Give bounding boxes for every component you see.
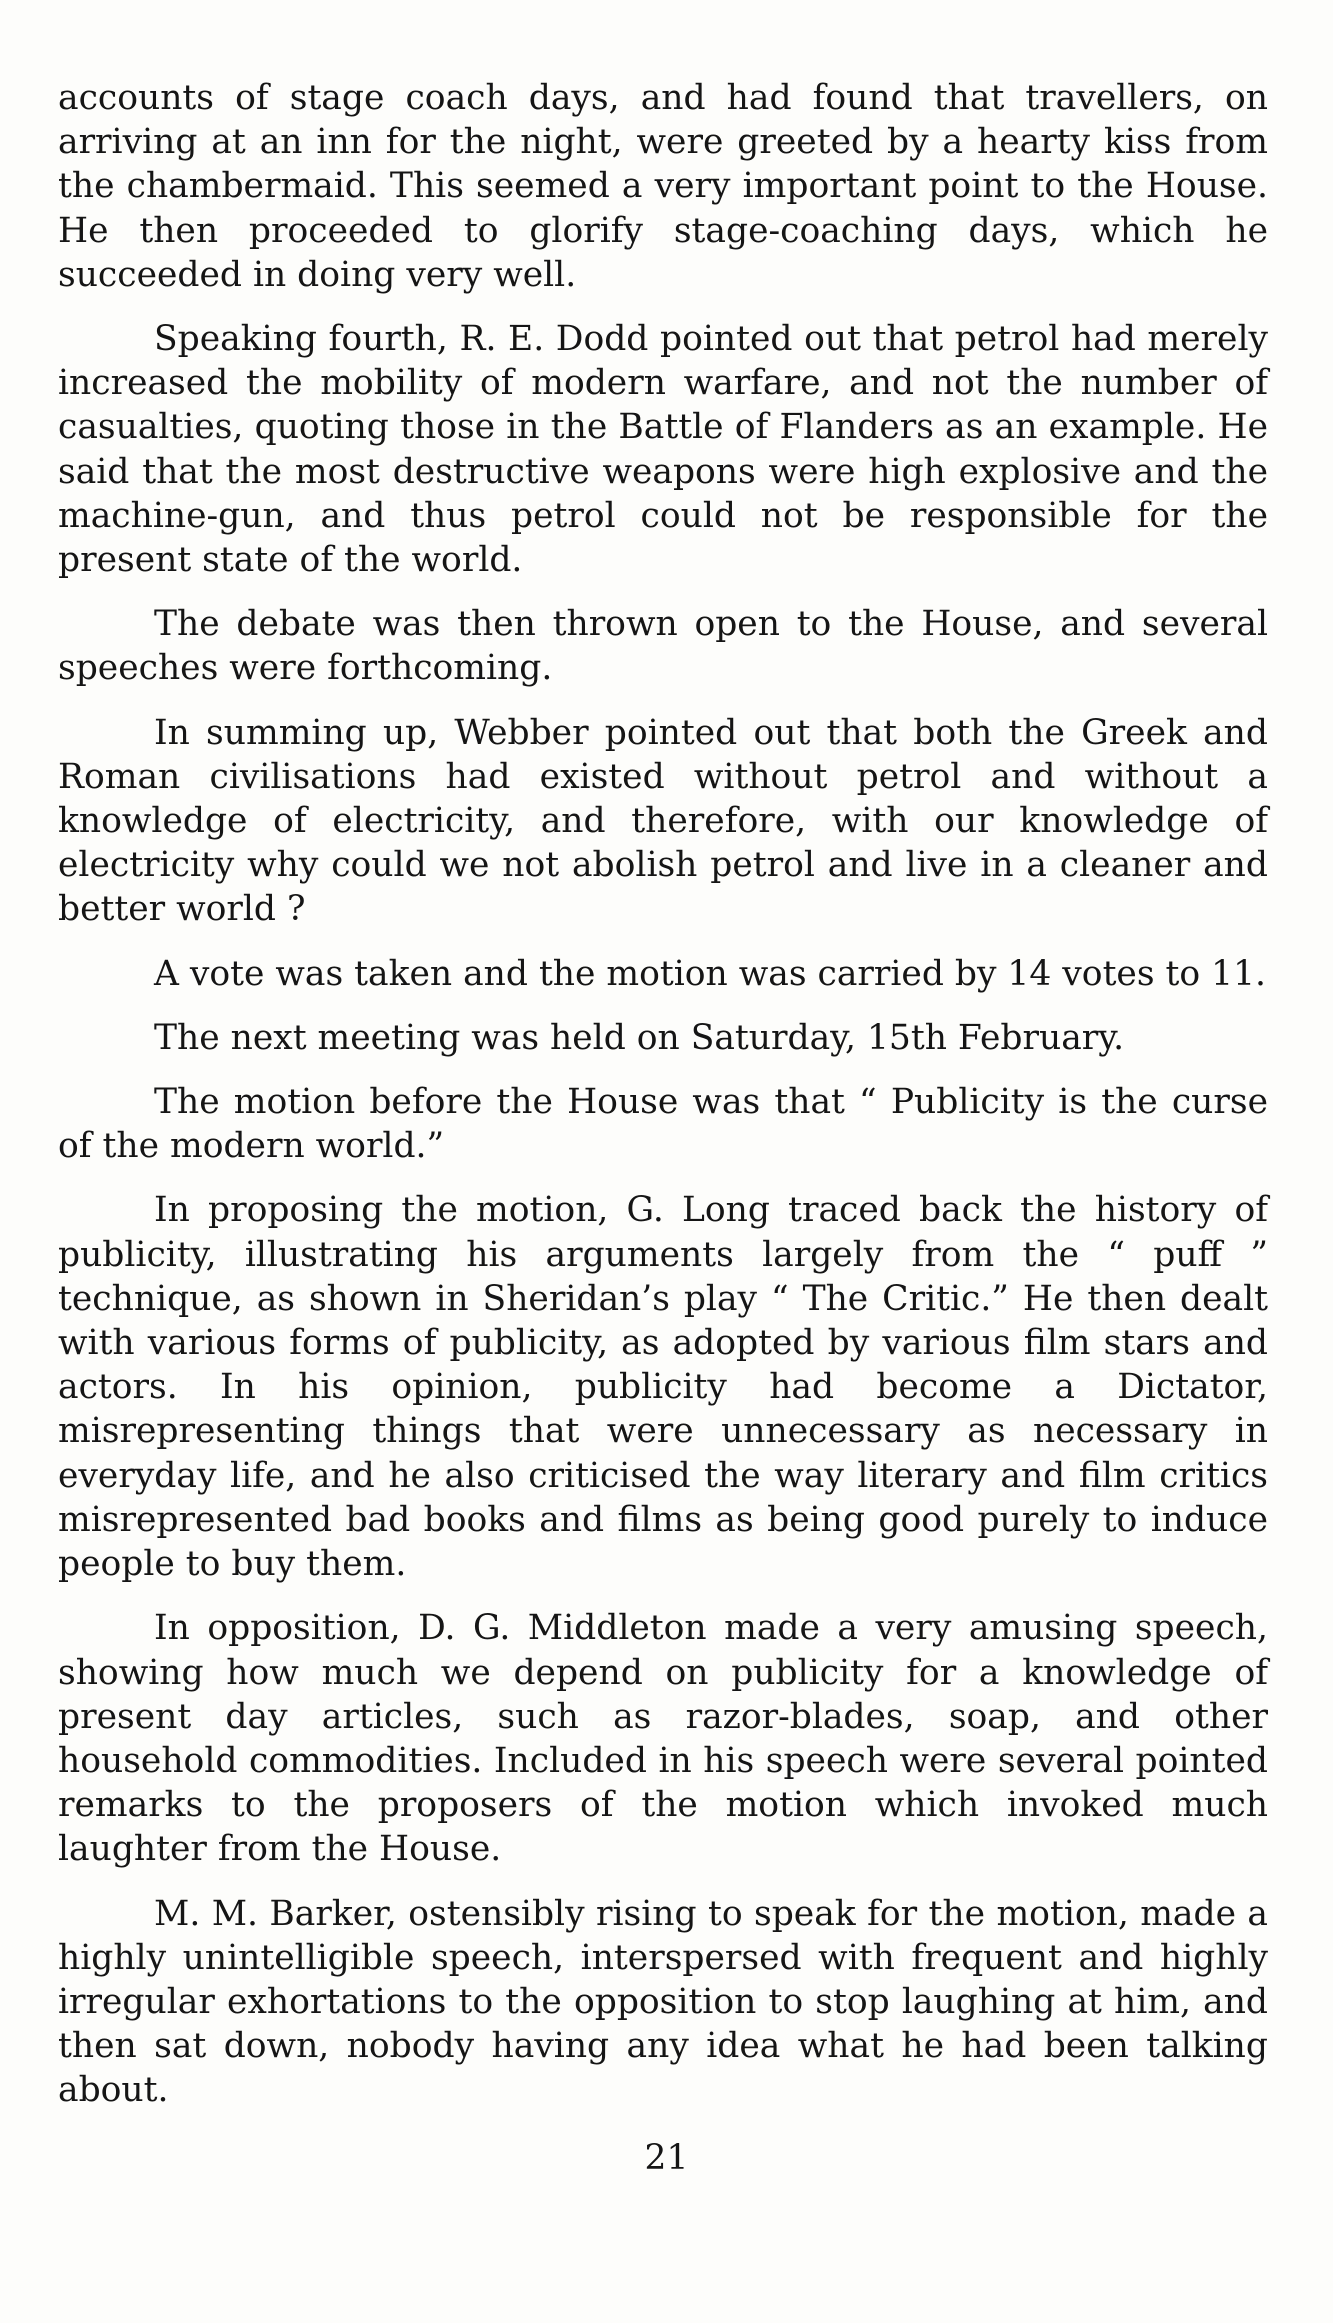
paragraph-continuation: accounts of stage coach days, and had found that travellers, on arriving at an inn for the night, were greeted by a hearty kiss from the chambermaid. This seemed a very important point to the House. He then proceeded to glorify stage-coaching days, which he succeeded in doing very well. (58, 78, 1268, 295)
paragraph-next-meeting: The next meeting was held on Saturday, 15th February. (154, 1017, 1125, 1058)
paragraph-webber-summing-up: In summing up, Webber pointed out that both the Greek and Roman civilisations had existed without petrol and without a knowledge of electricity, and therefore, with our knowledge of electricity why could we not abolish petrol and live in a cleaner and better world ? (58, 712, 1268, 930)
page-body (58, 76, 1268, 2133)
paragraph-long-proposing: In proposing the motion, G. Long traced back the history of publicity, illustrating his arguments largely from the “ puff ” technique, as shown in Sheridan’s play “ The Critic.” He then dealt with various forms of publicity, as adopted by various film stars and actors. In his opinion, publicity had become a Dictator, misrepresenting things that were unnecessary as necessary in everyday life, and he also criticised the way literary and film critics misrepresented bad books and films as being good purely to induce people to buy them. (58, 1190, 1268, 1585)
paragraph-debate-open: The debate was then thrown open to the House, and several speeches were forthcoming. (58, 604, 1268, 689)
paragraph-motion: The motion before the House was that “ Publicity is the curse of the modern world.” (58, 1082, 1268, 1167)
paragraph-dodd-speech: Speaking fourth, R. E. Dodd pointed out that petrol had merely increased the mobility of modern warfare, and not the number of casualties, quoting those in the Battle of Flanders as an example. He said that the most destructive weapons were high explosive and the machine-gun, and thus petrol could not be responsible for the present state of the world. (58, 319, 1268, 581)
page-number: 21 (644, 2138, 689, 2178)
paragraph-barker-speech: M. M. Barker, ostensibly rising to speak for the motion, made a highly unintelligible speech, interspersed with frequent and highly irregular exhortations to the opposition to stop laughing at him, and then sat down, nobody having any idea what he had been talking about. (58, 1893, 1268, 2111)
paragraph-vote-result: A vote was taken and the motion was carried by 14 votes to 11. (154, 953, 1266, 994)
paragraph-middleton-opposition: In opposition, D. G. Middleton made a very amusing speech, showing how much we depend on publicity for a knowledge of present day articles, such as razor-blades, soap, and other household commodities. Included in his speech were several pointed remarks to the proposers of the motion which invoked much laughter from the House. (58, 1608, 1268, 1870)
